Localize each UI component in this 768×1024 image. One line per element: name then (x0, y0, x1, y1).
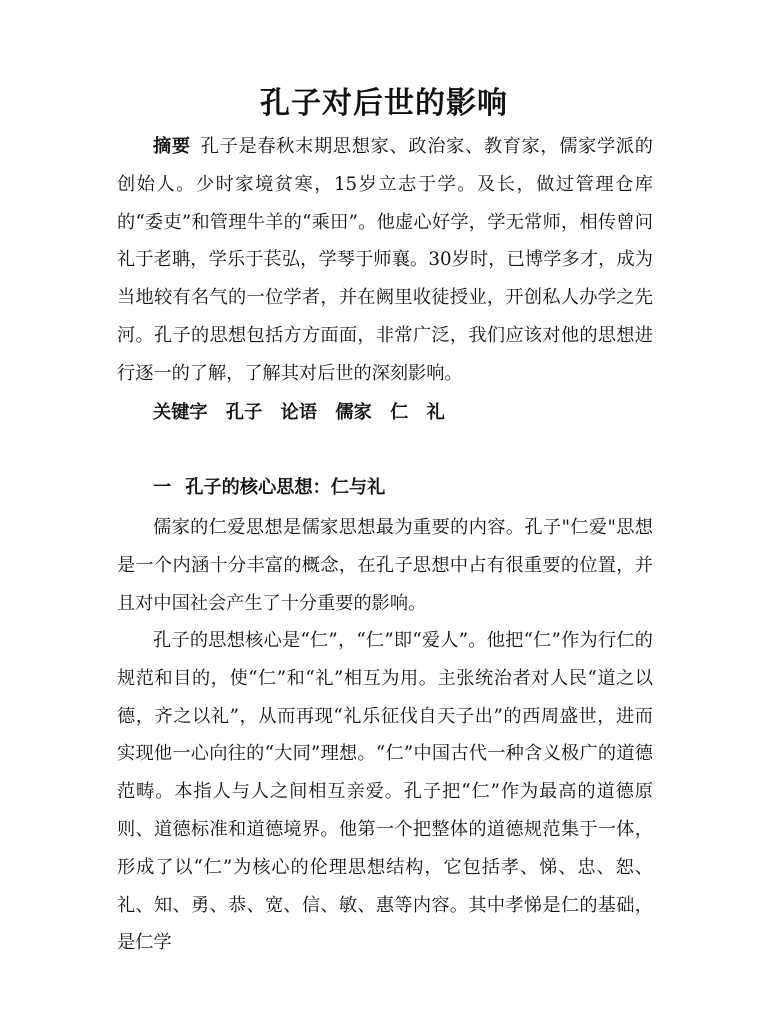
keyword-item: 儒家 (335, 402, 372, 423)
keyword-item: 论语 (280, 402, 318, 423)
keywords-line (117, 394, 689, 432)
abstract-paragraph (117, 128, 653, 393)
abstract-label: 摘要 (153, 136, 191, 157)
keyword-item: 孔子 (225, 402, 263, 423)
keywords-label: 关键字 (153, 402, 208, 423)
section-heading-text: 孔子的核心思想：仁与礼 (185, 477, 386, 498)
body-paragraph: 孔子的思想核心是“仁”，“仁”即“爱人”。他把“仁”作为行仁的规范和目的，使“仁”和“礼”相互为用。主张统治者对人民“道之以德，齐之以礼”，从而再现“礼乐征伐自天子出”的西周盛世，进而实现他一心向往的“大同”理想。“仁”中国古代一种含义极广的道德范畴。本指人与人之间相互亲爱。孔子把“仁”作为最高的道德原则、道德标准和道德境界。他第一个把整体的道德规范集于一体，形成了以“仁”为核心的伦理思想结构，它包括孝、悌、忠、恕、礼、知、勇、恭、宽、信、敏、惠等内容。其中孝悌是仁的基础，是仁学 (117, 630, 653, 954)
body-paragraph: 儒家的仁爱思想是儒家思想最为重要的内容。孔子"仁爱"思想是一个内涵十分丰富的概念，在孔子思想中占有很重要的位置，并且对中国社会产生了十分重要的影响。 (117, 517, 653, 614)
document-title: 孔子对后世的影响 (260, 86, 508, 121)
keyword-item: 礼 (426, 402, 445, 423)
section-heading (117, 469, 689, 507)
keyword-item: 仁 (390, 402, 409, 423)
section-number: 一 (153, 477, 172, 498)
abstract-text: 孔子是春秋末期思想家、政治家、教育家，儒家学派的创始人。少时家境贫寒，15岁立志于学。及长，做过管理仓库的“委吏”和管理牛羊的“乘田”。他虚心好学，学无常师，相传曾问礼于老聃，学乐于苌弘，学琴于师襄。30岁时，已博学多才，成为当地较有名气的一位学者，并在阙里收徒授业，开创私人办学之先河。孔子的思想包括方方面面，非常广泛，我们应该对他的思想进行逐一的了解，了解其对后世的深刻影响。 (117, 136, 653, 384)
